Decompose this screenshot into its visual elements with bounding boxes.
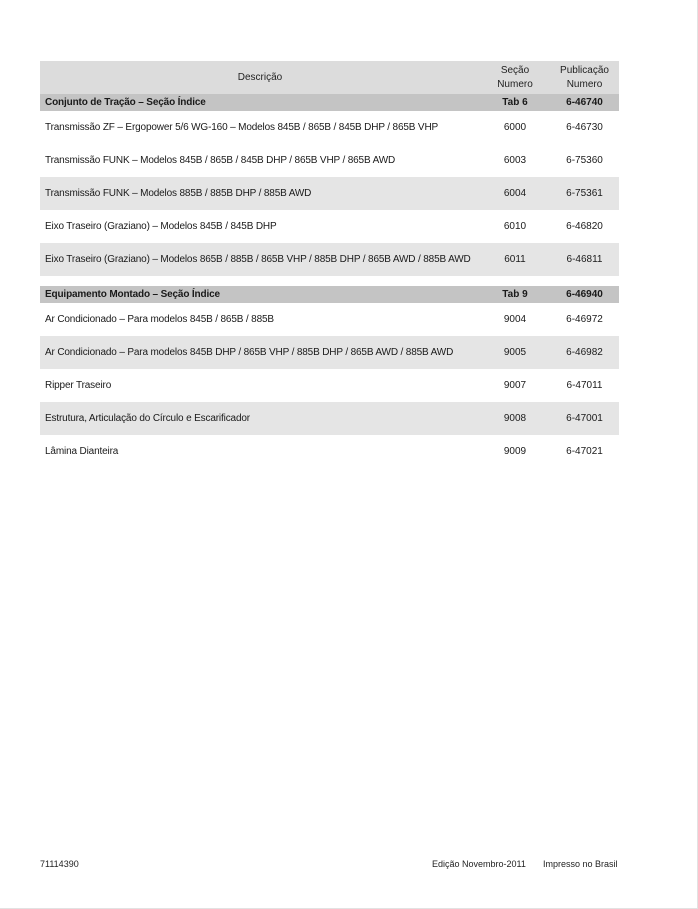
header-publication-line-1: Publicação bbox=[560, 64, 609, 76]
row-publication-number: 6-75361 bbox=[566, 188, 603, 199]
table-row bbox=[40, 435, 619, 468]
header-section-number bbox=[480, 61, 550, 94]
row-description: Lâmina Dianteira bbox=[45, 446, 119, 457]
row-publication-number: 6-46972 bbox=[566, 314, 603, 325]
row-description: Transmissão FUNK – Modelos 845B / 865B / 845B DHP / 865B VHP / 865B AWD bbox=[45, 155, 396, 166]
table-row bbox=[40, 303, 619, 336]
table-row bbox=[40, 144, 619, 177]
section-title: Equipamento Montado – Seção Índice bbox=[45, 289, 220, 300]
row-publication-number: 6-47021 bbox=[566, 446, 603, 457]
header-description: Descrição bbox=[237, 71, 283, 83]
row-publication-number: 6-46730 bbox=[566, 122, 603, 133]
row-description: Eixo Traseiro (Graziano) – Modelos 845B / 845B DHP bbox=[45, 221, 277, 232]
index-table bbox=[40, 61, 619, 468]
section-title: Conjunto de Tração – Seção Índice bbox=[45, 97, 206, 108]
table-row bbox=[40, 243, 619, 276]
row-description: Eixo Traseiro (Graziano) – Modelos 865B / 885B / 865B VHP / 885B DHP / 865B AWD / 885B AWD bbox=[45, 254, 471, 265]
row-section-number: 6011 bbox=[504, 254, 526, 265]
row-section-number: 6004 bbox=[503, 188, 527, 199]
header-publication-line-2: Numero bbox=[566, 78, 603, 90]
row-section-number: 9008 bbox=[503, 413, 527, 424]
row-publication-number: 6-47011 bbox=[566, 380, 603, 391]
section-tab: Tab 9 bbox=[502, 289, 528, 300]
row-publication-number: 6-46811 bbox=[566, 254, 603, 265]
row-section-number: 6003 bbox=[503, 155, 527, 166]
table-row bbox=[40, 402, 619, 435]
section-row-equipment bbox=[40, 286, 619, 303]
row-section-number: 9004 bbox=[503, 314, 527, 325]
footer-edition: Edição Novembro-2011 bbox=[432, 859, 526, 869]
section-tab: Tab 6 bbox=[502, 97, 528, 108]
table-row bbox=[40, 336, 619, 369]
footer-document-number: 71114390 bbox=[40, 859, 79, 869]
header-section-line-2: Numero bbox=[497, 78, 533, 90]
table-row bbox=[40, 210, 619, 243]
row-description: Ar Condicionado – Para modelos 845B DHP / 865B VHP / 885B DHP / 865B AWD / 885B AWD bbox=[45, 347, 454, 358]
table-header-row bbox=[40, 61, 619, 94]
row-section-number: 6010 bbox=[503, 221, 527, 232]
row-section-number: 9007 bbox=[503, 380, 527, 391]
row-publication-number: 6-75360 bbox=[566, 155, 603, 166]
section-publication: 6-46740 bbox=[566, 97, 603, 108]
row-section-number: 9009 bbox=[503, 446, 527, 457]
group-spacer bbox=[40, 276, 619, 286]
section-publication: 6-46940 bbox=[566, 289, 603, 300]
row-description: Ar Condicionado – Para modelos 845B / 865B / 885B bbox=[45, 314, 274, 325]
row-description: Ripper Traseiro bbox=[45, 380, 112, 391]
row-description: Estrutura, Articulação do Círculo e Escarificador bbox=[45, 413, 250, 424]
table-row bbox=[40, 111, 619, 144]
header-publication-number bbox=[550, 61, 619, 94]
row-publication-number: 6-46982 bbox=[566, 347, 603, 358]
row-description: Transmissão FUNK – Modelos 885B / 885B DHP / 885B AWD bbox=[45, 188, 312, 199]
header-section-line-1: Seção bbox=[500, 64, 530, 76]
row-publication-number: 6-46820 bbox=[566, 221, 603, 232]
row-section-number: 6000 bbox=[503, 122, 527, 133]
row-publication-number: 6-47001 bbox=[566, 413, 603, 424]
table-row bbox=[40, 369, 619, 402]
row-section-number: 9005 bbox=[503, 347, 527, 358]
footer-printed: Impresso no Brasil bbox=[543, 859, 618, 869]
table-row bbox=[40, 177, 619, 210]
row-description: Transmissão ZF – Ergopower 5/6 WG-160 – Modelos 845B / 865B / 845B DHP / 865B VHP bbox=[45, 122, 439, 133]
section-row-traction bbox=[40, 94, 619, 111]
